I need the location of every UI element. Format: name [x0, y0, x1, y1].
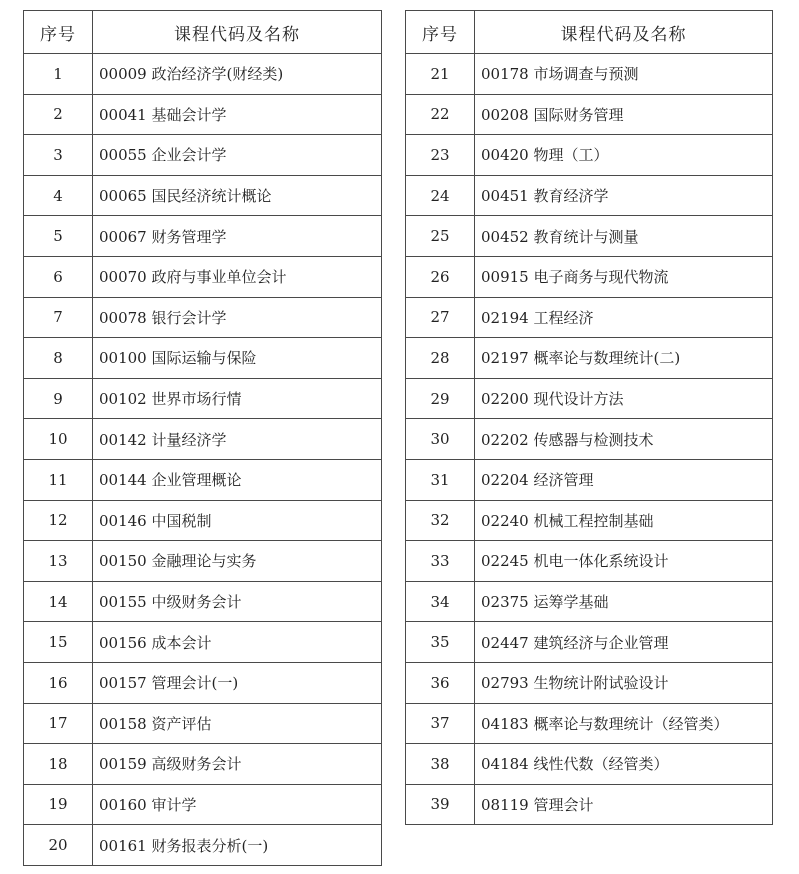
table-row — [24, 216, 382, 257]
course-code-name: 00452 教育统计与测量 — [475, 216, 773, 257]
course-code-name: 00160 审计学 — [93, 784, 382, 825]
course-code-name: 00100 国际运输与保险 — [93, 338, 382, 379]
course-code-name: 02245 机电一体化系统设计 — [475, 541, 773, 582]
row-index: 31 — [406, 459, 475, 500]
table-row — [24, 500, 382, 541]
row-index: 23 — [406, 135, 475, 176]
course-code-name: 00156 成本会计 — [93, 622, 382, 663]
row-index: 35 — [406, 622, 475, 663]
course-code-name: 00102 世界市场行情 — [93, 378, 382, 419]
course-code-name: 00157 管理会计(一) — [93, 662, 382, 703]
table-row — [406, 662, 773, 703]
table-row — [24, 825, 382, 866]
row-index: 33 — [406, 541, 475, 582]
course-code-name: 08119 管理会计 — [475, 784, 773, 825]
table-row — [406, 216, 773, 257]
course-code-name: 02197 概率论与数理统计(二) — [475, 338, 773, 379]
row-index: 21 — [406, 54, 475, 95]
table-row — [406, 744, 773, 785]
header-course: 课程代码及名称 — [93, 11, 382, 54]
course-code-name: 00144 企业管理概论 — [93, 459, 382, 500]
row-index: 39 — [406, 784, 475, 825]
table-row — [24, 54, 382, 95]
row-index: 12 — [24, 500, 93, 541]
table-row — [24, 541, 382, 582]
header-course: 课程代码及名称 — [475, 11, 773, 54]
table-row — [24, 297, 382, 338]
table-row — [406, 459, 773, 500]
course-code-name: 00158 资产评估 — [93, 703, 382, 744]
course-code-name: 00078 银行会计学 — [93, 297, 382, 338]
row-index: 7 — [24, 297, 93, 338]
course-code-name: 00161 财务报表分析(一) — [93, 825, 382, 866]
row-index: 36 — [406, 662, 475, 703]
row-index: 38 — [406, 744, 475, 785]
row-index: 30 — [406, 419, 475, 460]
row-index: 14 — [24, 581, 93, 622]
table-row — [24, 703, 382, 744]
table-row — [24, 338, 382, 379]
course-code-name: 00420 物理（工） — [475, 135, 773, 176]
row-index: 22 — [406, 94, 475, 135]
row-index: 28 — [406, 338, 475, 379]
course-code-name: 00041 基础会计学 — [93, 94, 382, 135]
table-row — [406, 297, 773, 338]
course-code-name: 04184 线性代数（经管类） — [475, 744, 773, 785]
table-header-row — [24, 11, 382, 54]
course-code-name: 02200 现代设计方法 — [475, 378, 773, 419]
row-index: 19 — [24, 784, 93, 825]
table-row — [406, 54, 773, 95]
table-row — [24, 581, 382, 622]
row-index: 1 — [24, 54, 93, 95]
table-row — [24, 378, 382, 419]
table-row — [406, 703, 773, 744]
table-row — [24, 175, 382, 216]
course-code-name: 00150 金融理论与实务 — [93, 541, 382, 582]
course-code-name: 02793 生物统计附试验设计 — [475, 662, 773, 703]
row-index: 2 — [24, 94, 93, 135]
row-index: 26 — [406, 256, 475, 297]
row-index: 16 — [24, 662, 93, 703]
course-code-name: 00159 高级财务会计 — [93, 744, 382, 785]
table-row — [24, 135, 382, 176]
table-row — [24, 744, 382, 785]
table-row — [406, 500, 773, 541]
row-index: 5 — [24, 216, 93, 257]
table-row — [24, 459, 382, 500]
row-index: 29 — [406, 378, 475, 419]
row-index: 15 — [24, 622, 93, 663]
course-code-name: 00065 国民经济统计概论 — [93, 175, 382, 216]
course-table-right — [405, 10, 773, 825]
table-row — [24, 662, 382, 703]
course-code-name: 02202 传感器与检测技术 — [475, 419, 773, 460]
header-index: 序号 — [24, 11, 93, 54]
row-index: 6 — [24, 256, 93, 297]
row-index: 17 — [24, 703, 93, 744]
row-index: 25 — [406, 216, 475, 257]
row-index: 8 — [24, 338, 93, 379]
course-code-name: 02447 建筑经济与企业管理 — [475, 622, 773, 663]
table-row — [406, 581, 773, 622]
table-row — [406, 256, 773, 297]
row-index: 37 — [406, 703, 475, 744]
table-row — [406, 419, 773, 460]
course-code-name: 02194 工程经济 — [475, 297, 773, 338]
table-row — [406, 94, 773, 135]
row-index: 24 — [406, 175, 475, 216]
row-index: 20 — [24, 825, 93, 866]
course-code-name: 00055 企业会计学 — [93, 135, 382, 176]
course-code-name: 00146 中国税制 — [93, 500, 382, 541]
table-row — [406, 541, 773, 582]
table-row — [406, 135, 773, 176]
course-code-name: 00915 电子商务与现代物流 — [475, 256, 773, 297]
row-index: 4 — [24, 175, 93, 216]
table-body-right — [406, 54, 773, 825]
course-code-name: 00155 中级财务会计 — [93, 581, 382, 622]
table-row — [24, 94, 382, 135]
course-code-name: 00208 国际财务管理 — [475, 94, 773, 135]
row-index: 18 — [24, 744, 93, 785]
course-code-name: 00451 教育经济学 — [475, 175, 773, 216]
table-row — [406, 784, 773, 825]
table-row — [406, 622, 773, 663]
course-code-name: 02240 机械工程控制基础 — [475, 500, 773, 541]
course-code-name: 00067 财务管理学 — [93, 216, 382, 257]
table-row — [406, 378, 773, 419]
course-code-name: 04183 概率论与数理统计（经管类） — [475, 703, 773, 744]
row-index: 9 — [24, 378, 93, 419]
row-index: 3 — [24, 135, 93, 176]
table-body-left — [24, 54, 382, 866]
course-code-name: 02204 经济管理 — [475, 459, 773, 500]
course-code-name: 00070 政府与事业单位会计 — [93, 256, 382, 297]
table-row — [406, 175, 773, 216]
table-row — [406, 338, 773, 379]
table-row — [24, 256, 382, 297]
table-row — [24, 622, 382, 663]
row-index: 10 — [24, 419, 93, 460]
course-table-left — [23, 10, 382, 866]
course-code-name: 00009 政治经济学(财经类) — [93, 54, 382, 95]
course-code-name: 00178 市场调查与预测 — [475, 54, 773, 95]
row-index: 13 — [24, 541, 93, 582]
row-index: 34 — [406, 581, 475, 622]
header-index: 序号 — [406, 11, 475, 54]
course-code-name: 00142 计量经济学 — [93, 419, 382, 460]
table-row — [24, 419, 382, 460]
row-index: 11 — [24, 459, 93, 500]
row-index: 27 — [406, 297, 475, 338]
course-code-name: 02375 运筹学基础 — [475, 581, 773, 622]
table-row — [24, 784, 382, 825]
row-index: 32 — [406, 500, 475, 541]
table-header-row — [406, 11, 773, 54]
